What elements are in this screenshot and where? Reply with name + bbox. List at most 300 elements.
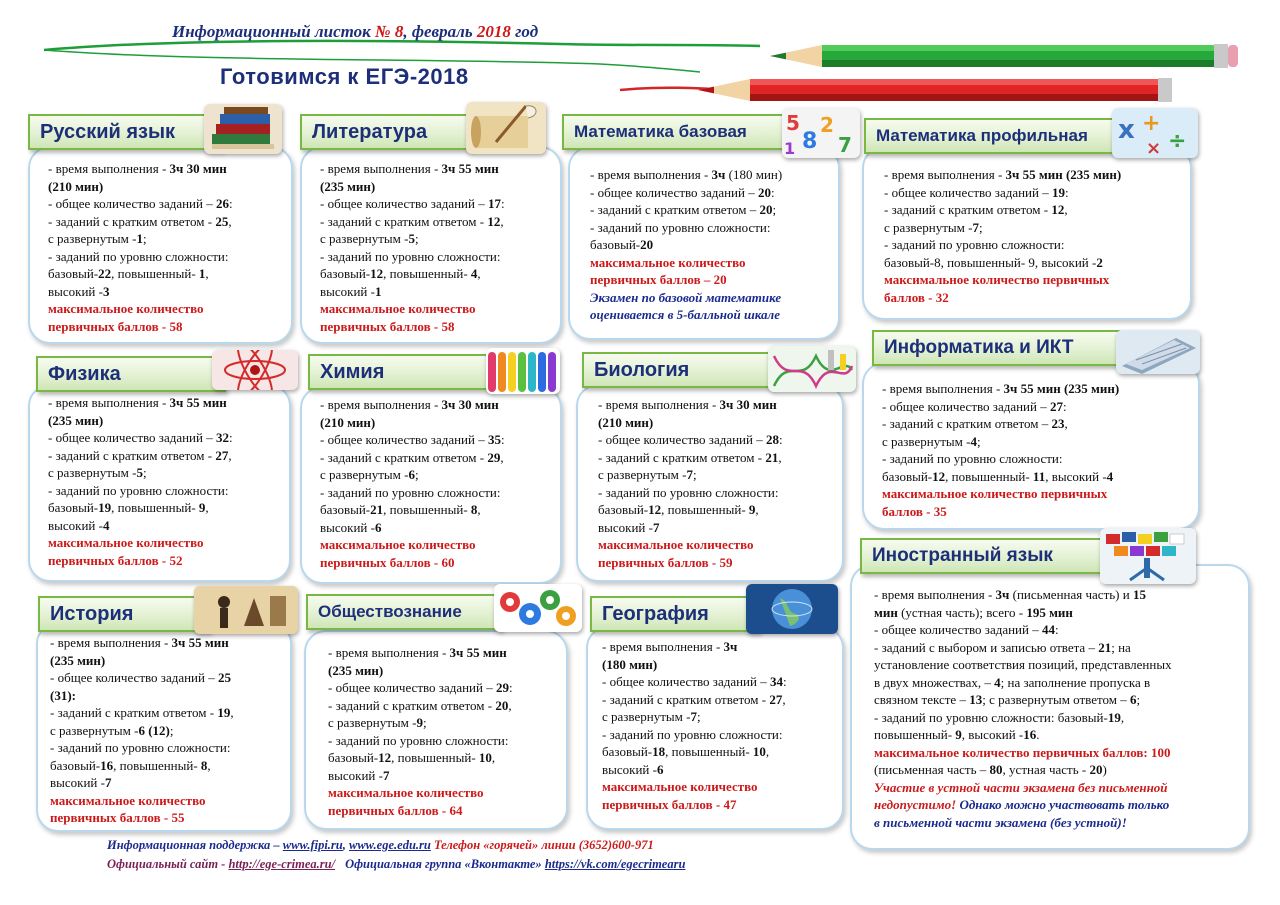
card-line [48,552,233,570]
card-line [320,554,505,572]
card-line [320,396,505,414]
card-line [598,466,783,484]
card-line [882,450,1119,468]
card-line [48,178,233,196]
site-label: Официальный сайт - [107,857,229,871]
card-line [48,447,233,465]
card-line [320,178,505,196]
line-text: , [500,213,504,229]
svg-text:5: 5 [786,111,800,135]
card-history-title: История [50,602,134,625]
line-text: , повышенный- [111,266,199,281]
line-text: базовый- [50,757,101,773]
card-line [602,656,787,674]
line-text: ; [978,219,983,235]
card-chemistry-title: Химия [320,360,385,383]
card-foreign-body [874,586,1172,831]
line-text: с развернутым - [48,231,137,246]
card-informatics-body [882,380,1119,520]
card-line [48,412,233,430]
line-value: мин [874,604,898,620]
card-informatics-header [872,330,1120,366]
line-text: - заданий по уровню сложности: [48,248,229,264]
card-line [598,484,783,502]
card-line [48,394,233,412]
line-text: - время выполнения - [328,645,450,660]
line-value: 19 [98,500,112,515]
card-line [590,271,782,289]
footer-support [107,838,654,853]
card-line [590,236,782,254]
line-text: , [1064,202,1068,217]
card-line [320,213,505,231]
papyrus-icon [194,586,298,634]
line-text: : [1054,622,1059,637]
card-line [50,792,234,810]
line-text: базовый- [590,237,641,252]
warning-text: недопустимо! [874,797,957,812]
card-history-body [50,634,234,827]
max-score-text: максимальное количество [50,792,206,808]
line-text: ; с развернутым ответом – [982,692,1131,707]
line-value: (235 мин) [328,662,384,678]
line-text: , повышенный- [391,750,479,765]
card-line [50,809,234,827]
card-line [602,726,787,744]
card-line [328,732,513,750]
line-value: 8 [470,502,478,517]
line-text: - общее количество заданий – [328,680,496,695]
card-line [48,195,233,213]
card-geography [586,626,844,830]
card-line [328,697,513,715]
card-line [48,248,233,266]
line-value: 3ч 55 мин [441,161,499,176]
card-geography-body [602,638,787,813]
card-line [882,380,1119,398]
line-text: (устная часть); всего - [897,604,1027,620]
card-line [320,195,505,213]
card-line [48,230,233,248]
line-value: 18 [652,744,666,759]
line-value: 6 [408,467,415,482]
line-text: - время выполнения - [50,635,172,650]
line-text: ; [1136,692,1141,707]
card-physics-body [48,394,233,569]
line-text: , повышенный- [383,266,471,281]
card-line [874,656,1172,674]
max-score-text: максимальное количество [328,785,484,800]
line-value: 15 [1132,587,1146,602]
card-physics [28,384,291,582]
line-text: ; [414,231,419,246]
card-line [590,184,782,202]
svg-text:8: 8 [802,129,818,154]
line-value: 21 [765,449,779,465]
card-line [48,499,233,517]
card-line [590,201,782,219]
card-social [304,630,568,830]
line-value: 7 [690,709,697,724]
line-text: высокий - [598,519,653,535]
card-line [590,254,782,272]
line-value: 20 [1089,762,1103,777]
line-value: 7 [382,767,390,783]
line-text: - заданий с кратким ответом - [48,213,216,229]
line-text: - заданий по уровню сложности: [50,740,231,755]
line-value: 9 [198,500,206,515]
card-line [320,230,505,248]
line-value: 3ч 55 мин (235 мин) [1005,167,1122,182]
line-text: высокий - [320,283,375,299]
line-text: с развернутым - [602,709,691,724]
card-social-title: Обществознание [318,602,462,621]
card-line [320,484,505,502]
max-score-text: максимальное количество [598,537,754,552]
line-value: 9 [955,727,962,742]
card-line [590,219,782,237]
card-history [36,622,292,832]
line-text: - заданий с кратким ответом - [320,449,488,465]
line-value: 28 [765,432,779,447]
card-line [874,814,1172,832]
line-text: , повышенный- [665,744,753,759]
line-text: - заданий с кратким ответом - [320,213,488,229]
line-text: , [508,697,512,713]
line-text: , [205,500,209,515]
line-value: 12 [370,266,384,281]
hotline-number: (3652)600-971 [578,838,654,852]
card-history-header [38,596,210,632]
line-value: 3 [102,283,110,299]
card-foreign [850,564,1250,850]
line-text: , устная часть - [1002,762,1090,777]
line-text: ) [1102,762,1107,777]
card-line [602,796,787,814]
line-value: (235 мин) [50,652,106,668]
line-text: : [1064,184,1069,200]
line-value: 1 [198,266,206,281]
card-geography-header [590,596,760,632]
pencils-decoration [0,0,1280,130]
line-value: 23 [1051,416,1065,431]
line-text: : [500,432,505,447]
numbers-icon [782,108,860,158]
quill-scroll-icon [466,102,546,154]
line-text: ; [142,231,147,246]
line-value: 7 [972,219,979,235]
card-line [320,283,505,301]
line-value: 35 [487,432,501,447]
card-line [328,644,513,662]
issue-suffix: год [510,22,539,41]
line-text: : [228,430,233,445]
card-line [48,213,233,231]
svg-text:7: 7 [838,133,852,157]
line-text: - заданий по уровню сложности: [602,726,783,742]
line-text: - заданий с кратким ответом - [884,202,1052,217]
card-literature-title: Литература [312,120,428,143]
site-link[interactable]: http://ege-crimea.ru/ [228,857,336,871]
line-text: : [778,432,783,447]
fipi-link[interactable]: www.fipi.ru [282,838,343,852]
max-score-text: первичных баллов - 55 [50,810,185,825]
card-line [602,708,787,726]
line-text: ; [976,433,981,449]
card-line [874,621,1172,639]
max-score-text: максимальное количество первичных баллов: 100 [874,744,1171,760]
line-text: - общее количество заданий – [50,670,218,685]
max-score-text: максимальное количество [48,535,204,550]
max-score-text: первичных баллов - 59 [598,554,733,570]
line-value: (235 мин) [48,412,104,428]
max-score-text: максимальное количество [590,254,746,270]
line-text: с развернутым - [48,465,137,480]
note-text: Однако можно участвовать только [956,797,1170,812]
card-line [882,415,1119,433]
card-line [48,300,233,318]
line-text: базовый- [882,468,933,484]
line-text: , [228,447,232,463]
line-text: связном тексте – [874,692,970,707]
card-line [884,184,1121,202]
footer-official [107,857,685,872]
line-value: 32 [215,430,229,445]
line-text: высокий - [48,283,103,299]
line-value: 3ч 55 мин [449,645,507,660]
vk-group-link[interactable]: https://vk.com/egecrimearu [544,857,686,871]
line-text: - время выполнения - [882,381,1004,396]
card-line [328,714,513,732]
card-math-profile-title: Математика профильная [876,126,1088,145]
line-text: с развернутым - [320,231,409,246]
line-value: 12 [648,502,662,517]
line-value: (210 мин) [320,414,376,430]
line-text: - время выполнения - [48,161,170,176]
line-value: 20 [757,184,771,200]
line-text: - общее количество заданий – [590,184,758,200]
line-text: : [782,674,787,689]
line-value: 12 [932,468,946,484]
line-text: , [765,744,770,759]
line-text: - общее количество заданий – [598,432,766,447]
card-line [590,306,782,324]
red-pencil-icon [698,78,1172,102]
card-line [328,679,513,697]
line-value: (210 мин) [598,414,654,430]
line-value: 7 [104,775,112,790]
line-value: 3ч 55 мин [171,635,229,650]
card-chemistry [300,386,562,584]
card-math-base [568,146,840,340]
line-text: , [207,757,211,773]
max-score-text: первичных баллов - 52 [48,552,183,568]
line-value: 4 [1106,468,1114,484]
card-line [50,634,234,652]
line-value: 25 [215,213,229,229]
line-text: ; [422,715,427,730]
math-symbols-icon [1112,108,1198,158]
card-line [874,779,1172,797]
line-text: - заданий по уровню сложности: [590,219,771,235]
line-text: - заданий с кратким ответом - [598,449,766,465]
card-line [602,778,787,796]
globe-icon [746,584,838,634]
line-text: - время выполнения - [602,639,724,654]
line-value: 19 [1051,184,1065,200]
line-value: 27 [769,691,783,707]
line-text: с развернутым - [598,467,687,482]
line-value: 29 [487,449,501,465]
card-math-base-title: Математика базовая [574,122,747,141]
line-value: 20 [759,202,773,217]
max-score-text: максимальное количество [320,301,476,316]
line-text: , [205,266,209,281]
line-value: 3ч [711,167,726,182]
line-text: ; [696,709,701,724]
max-score-text: первичных баллов - 47 [602,796,737,812]
line-value: (31): [50,687,76,703]
ege-link[interactable]: www.ege.edu.ru [349,838,431,852]
card-line [874,674,1172,692]
line-text: - заданий с кратким ответом - [48,447,216,463]
card-line [48,464,233,482]
card-line [884,201,1121,219]
line-text: высокий - [602,761,657,777]
line-text: - время выполнения - [320,397,442,412]
card-biology [576,384,844,582]
line-text: - общее количество заданий – [602,674,770,689]
line-value: 3ч 30 мин [169,161,227,176]
card-biology-title: Биология [594,358,690,381]
line-value: 16 [100,757,114,773]
line-value: 12 [1051,202,1065,217]
card-line [874,726,1172,744]
card-line [320,431,505,449]
line-text: - заданий с кратким ответом - [50,705,218,720]
line-value: 13 [969,692,983,707]
line-text: ; [692,467,697,482]
line-value: 19 [1107,709,1121,725]
card-line [874,691,1172,709]
line-value: 3ч 55 мин (235 мин) [1003,381,1120,396]
max-score-text: первичных баллов – 20 [590,272,727,287]
line-value: 10 [752,744,766,759]
line-text: , высокий - [961,727,1024,742]
card-chemistry-body [320,396,505,571]
line-text: . [1036,727,1040,742]
card-informatics [862,362,1200,530]
line-value: 16 [1023,727,1037,742]
card-line [602,761,787,779]
line-value: 1 [136,231,143,246]
line-text: с развернутым - [882,433,971,449]
line-text: высокий - [48,517,103,533]
line-value: (210 мин) [48,178,104,194]
line-text: - время выполнения - [320,161,442,176]
card-line [50,739,234,757]
line-text: установление соответствия позиций, представленных [874,657,1172,672]
card-line [50,757,234,775]
line-text: - заданий по уровню сложности: [882,451,1063,466]
card-literature [300,146,562,344]
card-physics-title: Физика [48,362,121,385]
line-text: , [500,449,504,465]
card-line [882,398,1119,416]
line-text: - время выполнения - [598,397,720,412]
card-line [874,639,1172,657]
line-value: 22 [98,266,112,281]
line-text: с развернутым - [884,219,973,235]
card-line [602,673,787,691]
line-text: - общее количество заданий – [884,184,1052,200]
line-text: - время выполнения - [590,167,712,182]
card-line [882,433,1119,451]
issue-month: , февраль [403,22,477,41]
card-line [602,638,787,656]
hotline-label: Телефон «горячей» линии [430,838,579,852]
card-line [48,429,233,447]
line-value: 3ч 30 мин [719,397,777,412]
max-score-text: первичных баллов - 64 [328,802,463,818]
card-line [320,519,505,537]
line-value: 17 [487,196,501,211]
line-text: ; [772,202,777,217]
line-value: 80 [989,762,1003,777]
card-line [874,796,1172,814]
line-text: - заданий по уровню сложности: [598,484,779,500]
line-text: , повышенный- [661,502,749,517]
line-value: 12 [487,213,501,229]
line-value: 4 [470,266,478,281]
line-text: - общее количество заданий – [48,430,216,445]
note-text: Экзамен по базовой математике [590,289,782,305]
card-line [320,300,505,318]
line-text: , [778,449,782,465]
support-label: Информационная поддержка – [107,838,283,852]
svg-text:×: × [1146,138,1162,158]
svg-text:+: + [1142,111,1161,136]
card-line [598,449,783,467]
line-value: 20 [640,237,654,252]
card-line [884,254,1121,272]
card-literature-body [320,160,505,335]
line-value: 19 [217,705,231,720]
line-text: - заданий по уровню сложности: [328,732,509,748]
card-literature-header [300,114,472,150]
line-value: 4 [102,517,110,533]
line-text: с развернутым - [320,467,409,482]
card-physics-header [36,356,226,392]
line-text: ; на заполнение пропуска в [1000,674,1151,690]
line-text: : [500,196,505,211]
line-text: , [755,502,759,517]
line-text: , повышенный- [383,502,471,517]
card-line [48,482,233,500]
card-russian-body [48,160,233,335]
line-value: 9 [416,715,423,730]
line-text: , повышенный- [945,468,1033,484]
card-line [598,396,783,414]
card-line [320,318,505,336]
line-value: 29 [495,680,509,695]
issue-prefix: Информационный листок [172,22,376,41]
line-value: 9 [748,502,756,517]
svg-text:2: 2 [820,113,834,137]
line-text: , [477,266,481,281]
line-value: 26 [215,196,229,211]
line-text: : [1062,398,1067,414]
